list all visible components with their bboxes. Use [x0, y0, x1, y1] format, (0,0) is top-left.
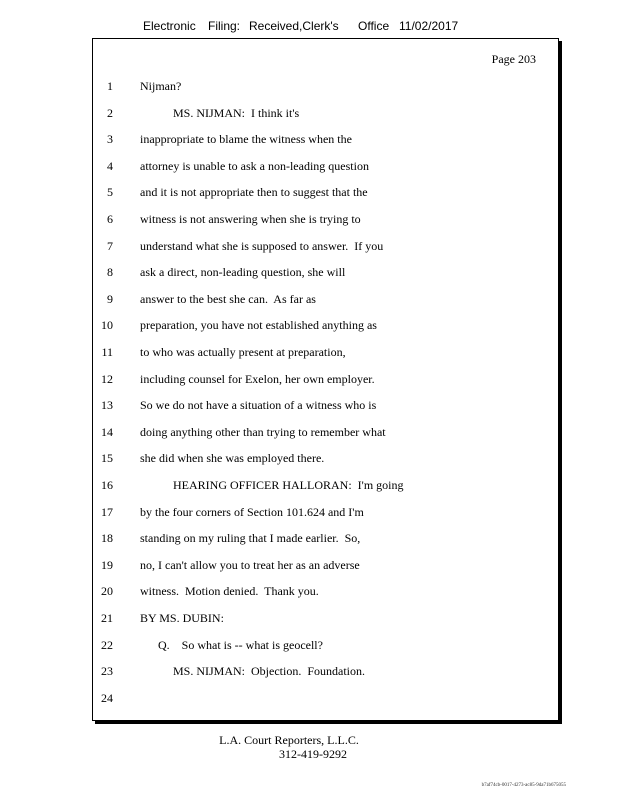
line-number: 22 — [101, 637, 113, 652]
line-number: 21 — [101, 611, 113, 625]
transcript-line — [93, 159, 558, 175]
line-text: inappropriate to blame the witness when the — [140, 132, 352, 147]
line-number: 17 — [101, 504, 113, 519]
transcript-line — [93, 531, 558, 547]
line-text: and it is not appropriate then to suggest that the — [140, 185, 368, 200]
line-number: 20 — [101, 584, 113, 599]
line-number: 24 — [101, 690, 113, 705]
page-number: Page 203 — [491, 52, 536, 66]
line-number: 4 — [107, 158, 113, 173]
transcript-line — [93, 451, 558, 467]
line-number: 1 — [107, 79, 113, 93]
line-number: 11 — [101, 345, 113, 359]
line-text: standing on my ruling that I made earlier. So, — [140, 531, 361, 546]
filing-header — [0, 19, 618, 37]
footer-company: L.A. Court Reporters, L.L.C. — [219, 733, 359, 747]
line-text: to who was actually present at preparation, — [140, 345, 346, 359]
line-number: 12 — [101, 371, 113, 386]
line-number: 19 — [101, 557, 113, 572]
transcript-line — [93, 505, 558, 521]
line-text: she did when she was employed there. — [140, 451, 325, 466]
line-number: 8 — [107, 265, 113, 280]
transcript-line — [93, 318, 558, 334]
line-text: MS. NIJMAN: Objection. Foundation. — [140, 664, 365, 679]
transcript-line — [93, 478, 558, 494]
transcript-line — [93, 664, 558, 680]
line-text: understand what she is supposed to answer. If you — [140, 238, 384, 253]
line-text: HEARING OFFICER HALLORAN: I'm going — [140, 478, 404, 492]
footer-phone: 312-419-9292 — [279, 747, 347, 761]
transcript-line — [93, 79, 558, 95]
line-number: 5 — [107, 185, 113, 200]
line-text: by the four corners of Section 101.624 and I'm — [140, 504, 364, 519]
filing-header-date: 11/02/2017 — [399, 19, 459, 33]
line-number: 16 — [101, 478, 113, 492]
transcript-page — [92, 38, 559, 721]
line-text: BY MS. DUBIN: — [140, 611, 224, 625]
line-text: answer to the best she can. As far as — [140, 291, 316, 306]
transcript-line — [93, 558, 558, 574]
line-text: doing anything other than trying to remember what — [140, 424, 386, 439]
transcript-line — [93, 345, 558, 361]
footer-document-id: b7af74cb-0017-4273-ac85-9da71b675055 — [481, 783, 566, 788]
filing-header-received-clerks: Received,Clerk's — [249, 19, 339, 33]
line-number: 2 — [107, 105, 113, 120]
line-number: 10 — [101, 318, 113, 333]
transcript-line — [93, 691, 558, 707]
transcript-line — [93, 611, 558, 627]
transcript-line — [93, 584, 558, 600]
transcript-line — [93, 106, 558, 122]
line-text: Q. So what is -- what is geocell? — [140, 637, 323, 652]
transcript-line — [93, 425, 558, 441]
filing-header-office: Office — [358, 19, 390, 33]
line-number: 13 — [101, 398, 113, 413]
transcript-lines — [93, 39, 558, 720]
transcript-line — [93, 265, 558, 281]
line-text: witness. Motion denied. Thank you. — [140, 584, 319, 599]
line-number: 7 — [107, 238, 113, 253]
filing-header-electronic: Electronic — [143, 19, 196, 33]
transcript-line — [93, 372, 558, 388]
line-number: 9 — [107, 291, 113, 306]
line-text: no, I can't allow you to treat her as an adverse — [140, 557, 360, 572]
line-number: 6 — [107, 212, 113, 226]
filing-header-filing: Filing: — [208, 19, 241, 33]
line-number: 18 — [101, 531, 113, 546]
line-number: 3 — [107, 132, 113, 147]
transcript-line — [93, 239, 558, 255]
transcript-line — [93, 398, 558, 414]
line-number: 23 — [101, 664, 113, 679]
line-text: ask a direct, non-leading question, she will — [140, 265, 346, 280]
line-text: So we do not have a situation of a witness who is — [140, 398, 377, 413]
line-text: including counsel for Exelon, her own employer. — [140, 371, 375, 386]
line-text: Nijman? — [140, 79, 182, 93]
line-text: attorney is unable to ask a non-leading question — [140, 158, 369, 173]
transcript-line — [93, 212, 558, 228]
transcript-line — [93, 292, 558, 308]
line-text: MS. NIJMAN: I think it's — [140, 105, 300, 120]
transcript-line — [93, 132, 558, 148]
line-text: preparation, you have not established anything as — [140, 318, 377, 333]
line-number: 15 — [101, 451, 113, 466]
line-number: 14 — [101, 424, 113, 439]
line-text: witness is not answering when she is trying to — [140, 212, 361, 226]
transcript-line — [93, 638, 558, 654]
transcript-line — [93, 185, 558, 201]
